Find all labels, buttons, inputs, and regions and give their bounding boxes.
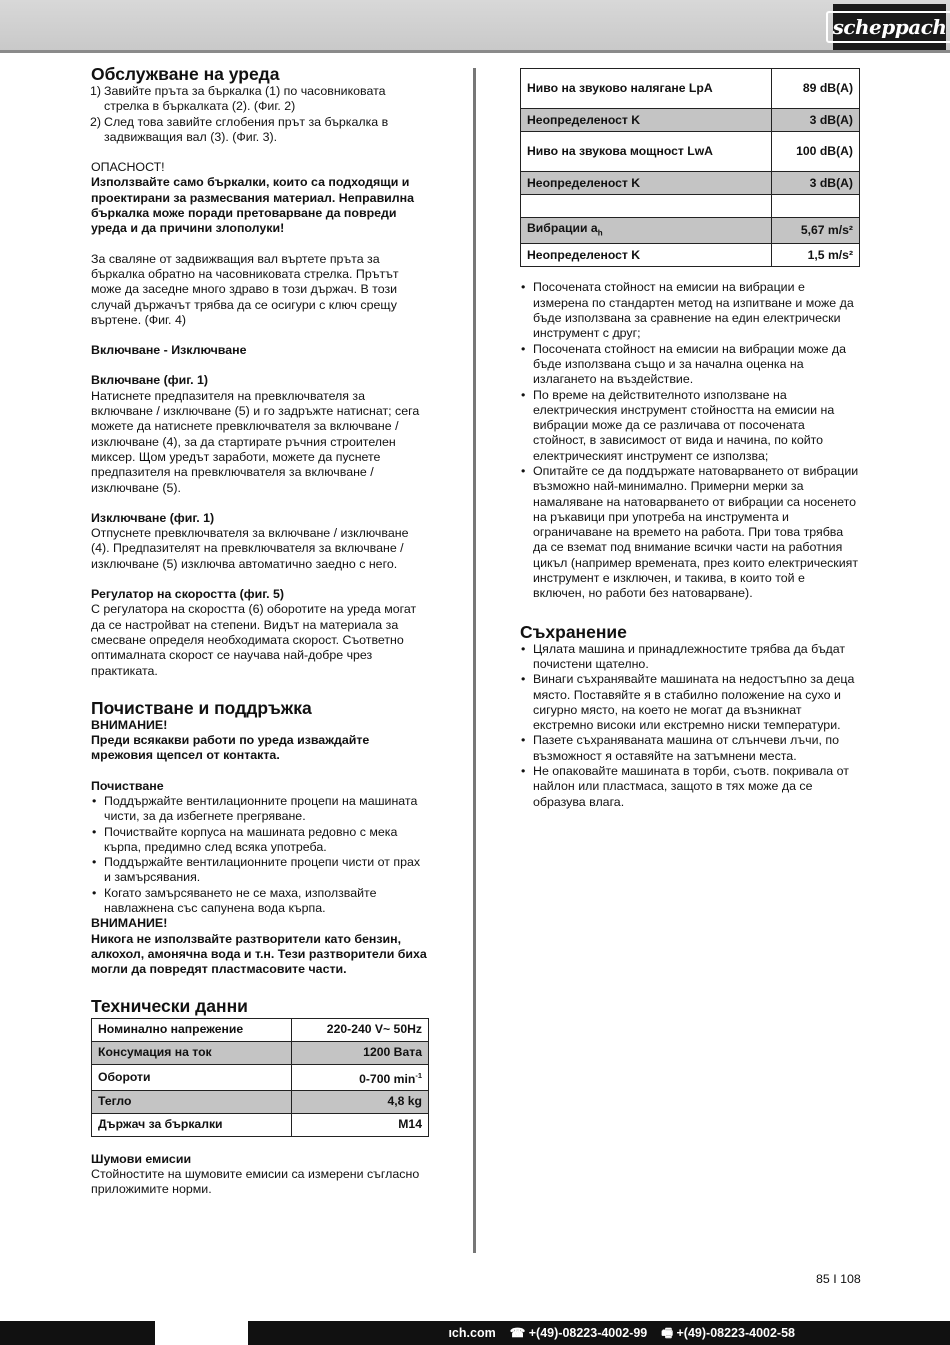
speed-heading: Регулатор на скоростта (фиг. 5)	[91, 587, 285, 602]
table-row	[521, 132, 860, 172]
cleaning-list	[91, 794, 429, 916]
step-number: 2)	[90, 114, 102, 129]
row-value-text: 0-700 min	[359, 1071, 416, 1086]
row-label	[92, 1041, 292, 1064]
noise-text: Стойностите на шумовите емисии са измерени съгласно приложимите норми.	[91, 1166, 420, 1197]
right-column	[520, 68, 860, 810]
danger-text: Използвайте само бъркалки, които са подходящи и проектирани за размесвания материал. Неправилна бъркалка може поради претоварване да повреди уреда и да причини злополуки!	[91, 175, 415, 236]
attention-label-2: ВНИМАНИЕ!	[91, 916, 168, 931]
row-label-text: Ниво на звукова мощност LwA	[527, 144, 713, 158]
row-label-text: Обороти	[98, 1069, 151, 1084]
row-value	[771, 172, 859, 195]
row-label	[521, 109, 772, 132]
row-value-text: 3 dB(A)	[809, 112, 853, 127]
list-item: • Когато замърсяването не се маха, използвайте навлажнена със сапунена вода кърпа.	[91, 886, 429, 917]
row-value	[292, 1090, 429, 1113]
cleaning-heading: Почистване	[91, 778, 164, 793]
onoff-heading: Включване - Изключване	[91, 343, 247, 358]
list-item: • Посочената стойност на емисии на вибрации е измерена по стандартен метод на изпитване и може да бъде използвана за сравнение на един електрически инструмент с друг;	[520, 280, 860, 341]
column-divider	[473, 68, 476, 1253]
list-item: • Винаги съхранявайте машината на недостъпно за деца място. Поставяйте я в стабилно положение на сухо и сигурно място, на което не могат да възникнат екстремно високи или екстремно ниски температури.	[520, 672, 860, 733]
table-row	[521, 244, 860, 267]
brand-logo[interactable]	[833, 4, 946, 50]
switch-on-heading: Включване (фиг. 1)	[91, 373, 209, 388]
footer-contact	[430, 1321, 950, 1345]
table-row	[521, 195, 860, 218]
row-value-sup: -1	[415, 1070, 422, 1080]
row-value-text: 220-240 V~ 50Hz	[326, 1022, 422, 1037]
row-value-text: 100 dB(A)	[796, 144, 853, 158]
header-bar	[0, 0, 950, 53]
row-label-text: Консумация на ток	[98, 1045, 212, 1060]
section-title-tech: Технически данни	[91, 995, 248, 1016]
attention-text-1: Преди всякакви работи по уреда изваждайте мрежовия щепсел от контакта.	[91, 733, 370, 763]
row-value-text: 1,5 m/s²	[807, 247, 853, 262]
row-value	[292, 1113, 429, 1136]
list-item: • Не опаковайте машината в торби, съотв. покривала от найлон или пластмаса, защото в тях може да се образува влага.	[520, 764, 860, 810]
row-value	[771, 195, 859, 218]
list-item: • Поддържайте вентилационните процепи чисти от прах и замърсявания.	[91, 855, 429, 886]
row-label	[92, 1090, 292, 1113]
row-label	[521, 244, 772, 267]
table-row	[521, 218, 860, 244]
table-row	[92, 1041, 429, 1064]
left-column	[91, 64, 429, 1198]
table-row	[521, 69, 860, 109]
table-row	[92, 1113, 429, 1136]
row-value-text: M14	[398, 1117, 422, 1132]
row-label-text: Неопределеност K	[527, 112, 641, 127]
row-label-text: Номинално напрежение	[98, 1022, 244, 1037]
row-label-sub: h	[597, 228, 603, 238]
step-number: 1)	[90, 84, 102, 98]
vibration-notes	[520, 280, 860, 601]
row-value	[771, 109, 859, 132]
row-label-text: Ниво на звуково налягане LpA	[527, 81, 713, 95]
section-title-cleaning: Почистване и поддръжка	[91, 697, 312, 718]
brand-name: scheppach	[826, 11, 950, 43]
row-label	[521, 172, 772, 195]
list-item: • По време на действителното използване на електрическия инструмент стойността на емисии на вибрации може да се различава от посочената стойност, в зависимост от вида и начина, по който електрическият инструмент се използва;	[520, 388, 860, 464]
section-title-operation: Обслужване на уреда	[91, 64, 280, 84]
list-item: • Пазете съхраняваната машина от слънчеви лъчи, по възможност я оставяйте на затъмнени места.	[520, 733, 860, 764]
sound-vibration-table	[520, 68, 860, 267]
list-item: • Посочената стойност на емисии на вибрации може да бъде използвана също и за начална оценка на излагането на въздействие.	[520, 342, 860, 388]
page-number: 85 I 108	[816, 1272, 861, 1286]
footer-phone[interactable]: ☎ +(49)-08223-4002-99	[509, 1326, 648, 1340]
footer-white-block	[155, 1321, 248, 1345]
list-item: • Почиствайте корпуса на машината редовно с мека кърпа, предимно след всяка употреба.	[91, 825, 429, 856]
row-label	[92, 1018, 292, 1041]
step-text: Завийте пръта за бъркалка (1) по часовниковата стрелка в бъркалката (2). (Фиг. 2)	[104, 84, 386, 114]
attention-text-2: Никога не използвайте разтворители като бензин, алкохол, амонячна вода и т.н. Тези разтворители биха могли да повредят пластмасовите части.	[91, 931, 427, 977]
list-item: • Поддържайте вентилационните процепи на машината чисти, за да избегнете прегряване.	[91, 794, 429, 825]
row-value	[771, 69, 859, 109]
row-value	[292, 1041, 429, 1064]
row-value	[292, 1064, 429, 1090]
step-item	[91, 84, 429, 115]
row-value-text: 5,67 m/s²	[800, 223, 853, 238]
row-label	[92, 1064, 292, 1090]
section-title-storage: Съхранение	[520, 621, 627, 642]
step-item	[91, 115, 429, 146]
row-label	[521, 132, 772, 172]
table-row	[521, 109, 860, 132]
table-row	[521, 172, 860, 195]
row-value-text: 4,8 kg	[387, 1094, 422, 1109]
row-value	[771, 218, 859, 244]
footer-website[interactable]: ıch.com	[448, 1326, 496, 1340]
row-label-text: Вибрации a	[527, 221, 598, 235]
list-item: • Цялата машина и принадлежностите трябва да бъдат почистени щателно.	[520, 642, 860, 673]
row-value-text: 3 dB(A)	[809, 175, 853, 190]
row-value-text: 1200 Вата	[363, 1045, 422, 1060]
storage-list	[520, 642, 860, 810]
noise-heading: Шумови емисии	[91, 1151, 192, 1166]
assembly-steps	[91, 84, 429, 145]
speed-text: С регулатора на скоростта (6) оборотите на уреда могат да се настройват на степени. Видът на материала за смесване определя необходимата скорост. Съответно оптималната скорост се научава най-добре чрез практиката.	[91, 602, 417, 678]
row-value	[771, 132, 859, 172]
row-label-text: Тегло	[98, 1094, 132, 1109]
switch-on-text: Натиснете предпазителя на превключвателя за включване / изключване (5) и го задръжте натиснат; сега можете да натиснете превключвателя за включване / изключване (4), за да стартирате ръчния строителен миксер. Щом уредът заработи, можете да пуснете предпазителя на превключвателя за включване / изключване (5).	[91, 388, 420, 495]
switch-off-text: Отпуснете превключвателя за включване / изключване (4). Предпазителят на превключвателя за включване / изключване (5) изключва автоматично заедно с него.	[91, 526, 409, 571]
row-label-text: Неопределеност K	[527, 175, 641, 190]
step-text: След това завийте сглобения прът за бъркалка в задвижващия вал (3). (Фиг. 3).	[104, 114, 389, 144]
row-value-text: 89 dB(A)	[802, 81, 853, 95]
footer-fax[interactable]: 🖷 +(49)-08223-4002-58	[661, 1326, 795, 1340]
table-row	[92, 1064, 429, 1090]
footer-bar	[0, 1321, 950, 1345]
row-label	[92, 1113, 292, 1136]
switch-off-heading: Изключване (фиг. 1)	[91, 510, 215, 525]
tech-data-table	[91, 1018, 429, 1137]
attention-label-1: ВНИМАНИЕ!	[91, 717, 168, 732]
row-label-text: Държач за бъркалки	[98, 1117, 223, 1132]
table-row	[92, 1018, 429, 1041]
row-value	[292, 1018, 429, 1041]
row-label	[521, 69, 772, 109]
table-row	[92, 1090, 429, 1113]
removal-text: За сваляне от задвижващия вал въртете пръта за бъркалка обратно на часовниковата стрелка. Прътът може да заседне много здраво в този държач. В този случай държачът трябва да се осигури с ключ срещу въртене. (Фиг. 4)	[91, 251, 399, 327]
row-value	[771, 244, 859, 267]
row-label	[521, 195, 772, 218]
list-item: • Опитайте се да поддържате натоварването от вибрации възможно най-минимално. Примерни мерки за намаляване на натоварването от вибрации са носенето на ръкавици при употреба на инструмента и ограничаване на времето на работа. При това трябва да се вземат под внимание всички части на работния цикъл (например времената, през които електрическият инструмент е изключен, и такива, в които той е включен, но работи без натоварване).	[520, 464, 860, 602]
row-label-text: Неопределеност K	[527, 247, 641, 262]
danger-label: ОПАСНОСТ!	[91, 160, 165, 175]
row-label	[521, 218, 772, 244]
